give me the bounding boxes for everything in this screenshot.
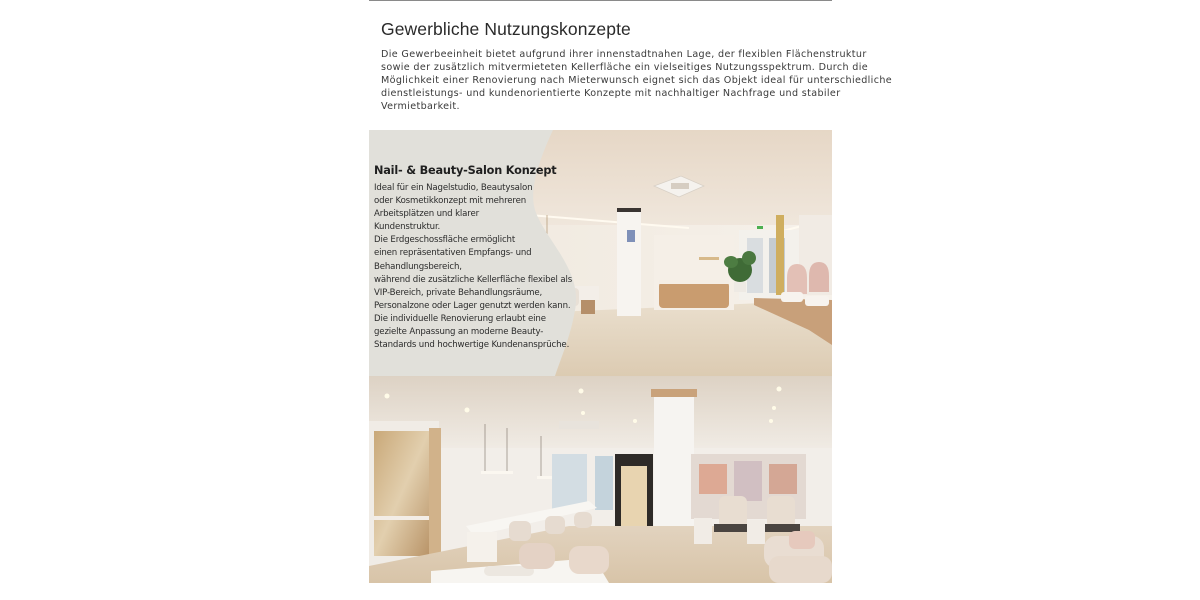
concept-description xyxy=(374,182,579,352)
concept-line: gezielte Anpassung an moderne Beauty- xyxy=(374,327,544,338)
salon-workstations-photo xyxy=(369,376,832,583)
salon-workstations-image xyxy=(369,376,832,583)
concept-heading: Nail- & Beauty-Salon Konzept xyxy=(374,164,557,177)
top-divider xyxy=(369,0,832,1)
intro-line: dienstleistungs- und kundenorientierte Konzepte mit nachhaltiger Nachfrage und stabiler xyxy=(381,88,841,99)
section-title: Gewerbliche Nutzungskonzepte xyxy=(381,19,631,39)
intro-line: Vermietbarkeit. xyxy=(381,101,460,112)
intro-line: Die Gewerbeeinheit bietet aufgrund ihrer innenstadtnahen Lage, der flexiblen Flächenstruktur xyxy=(381,49,867,60)
concept-line: Behandlungsbereich, xyxy=(374,261,462,272)
concept-line: Die individuelle Renovierung erlaubt eine xyxy=(374,313,546,324)
concept-line: Ideal für ein Nagelstudio, Beautysalon xyxy=(374,183,533,193)
concept-line: während die zusätzliche Kellerfläche flexibel als xyxy=(374,274,573,285)
concept-line: Personalzone oder Lager genutzt werden kann. xyxy=(374,300,571,311)
concept-text-overlay xyxy=(374,164,579,352)
concept-line: VIP-Bereich, private Behandlungsräume, xyxy=(374,287,543,298)
concept-line: Kundenstruktur. xyxy=(374,222,441,233)
concept-image-salon-reception xyxy=(369,130,832,376)
concept-line: oder Kosmetikkonzept mit mehreren xyxy=(374,196,527,207)
concept-line: einen repräsentativen Empfangs- und xyxy=(374,248,532,259)
concept-line: Die Erdgeschossfläche ermöglicht xyxy=(374,235,516,246)
concept-line: Arbeitsplätzen und klarer xyxy=(374,209,479,220)
intro-paragraph xyxy=(381,48,892,113)
intro-line: sowie der zusätzlich mitvermieteten Kellerfläche ein vielseitiges Nutzungsspektrum. Durch die xyxy=(381,62,869,73)
concept-line: Standards und hochwertige Kundenansprüche. xyxy=(374,340,570,351)
intro-line: Möglichkeit einer Renovierung nach Mieterwunsch eignet sich das Objekt ideal für unterschiedliche xyxy=(381,75,892,86)
document-page xyxy=(369,0,892,600)
